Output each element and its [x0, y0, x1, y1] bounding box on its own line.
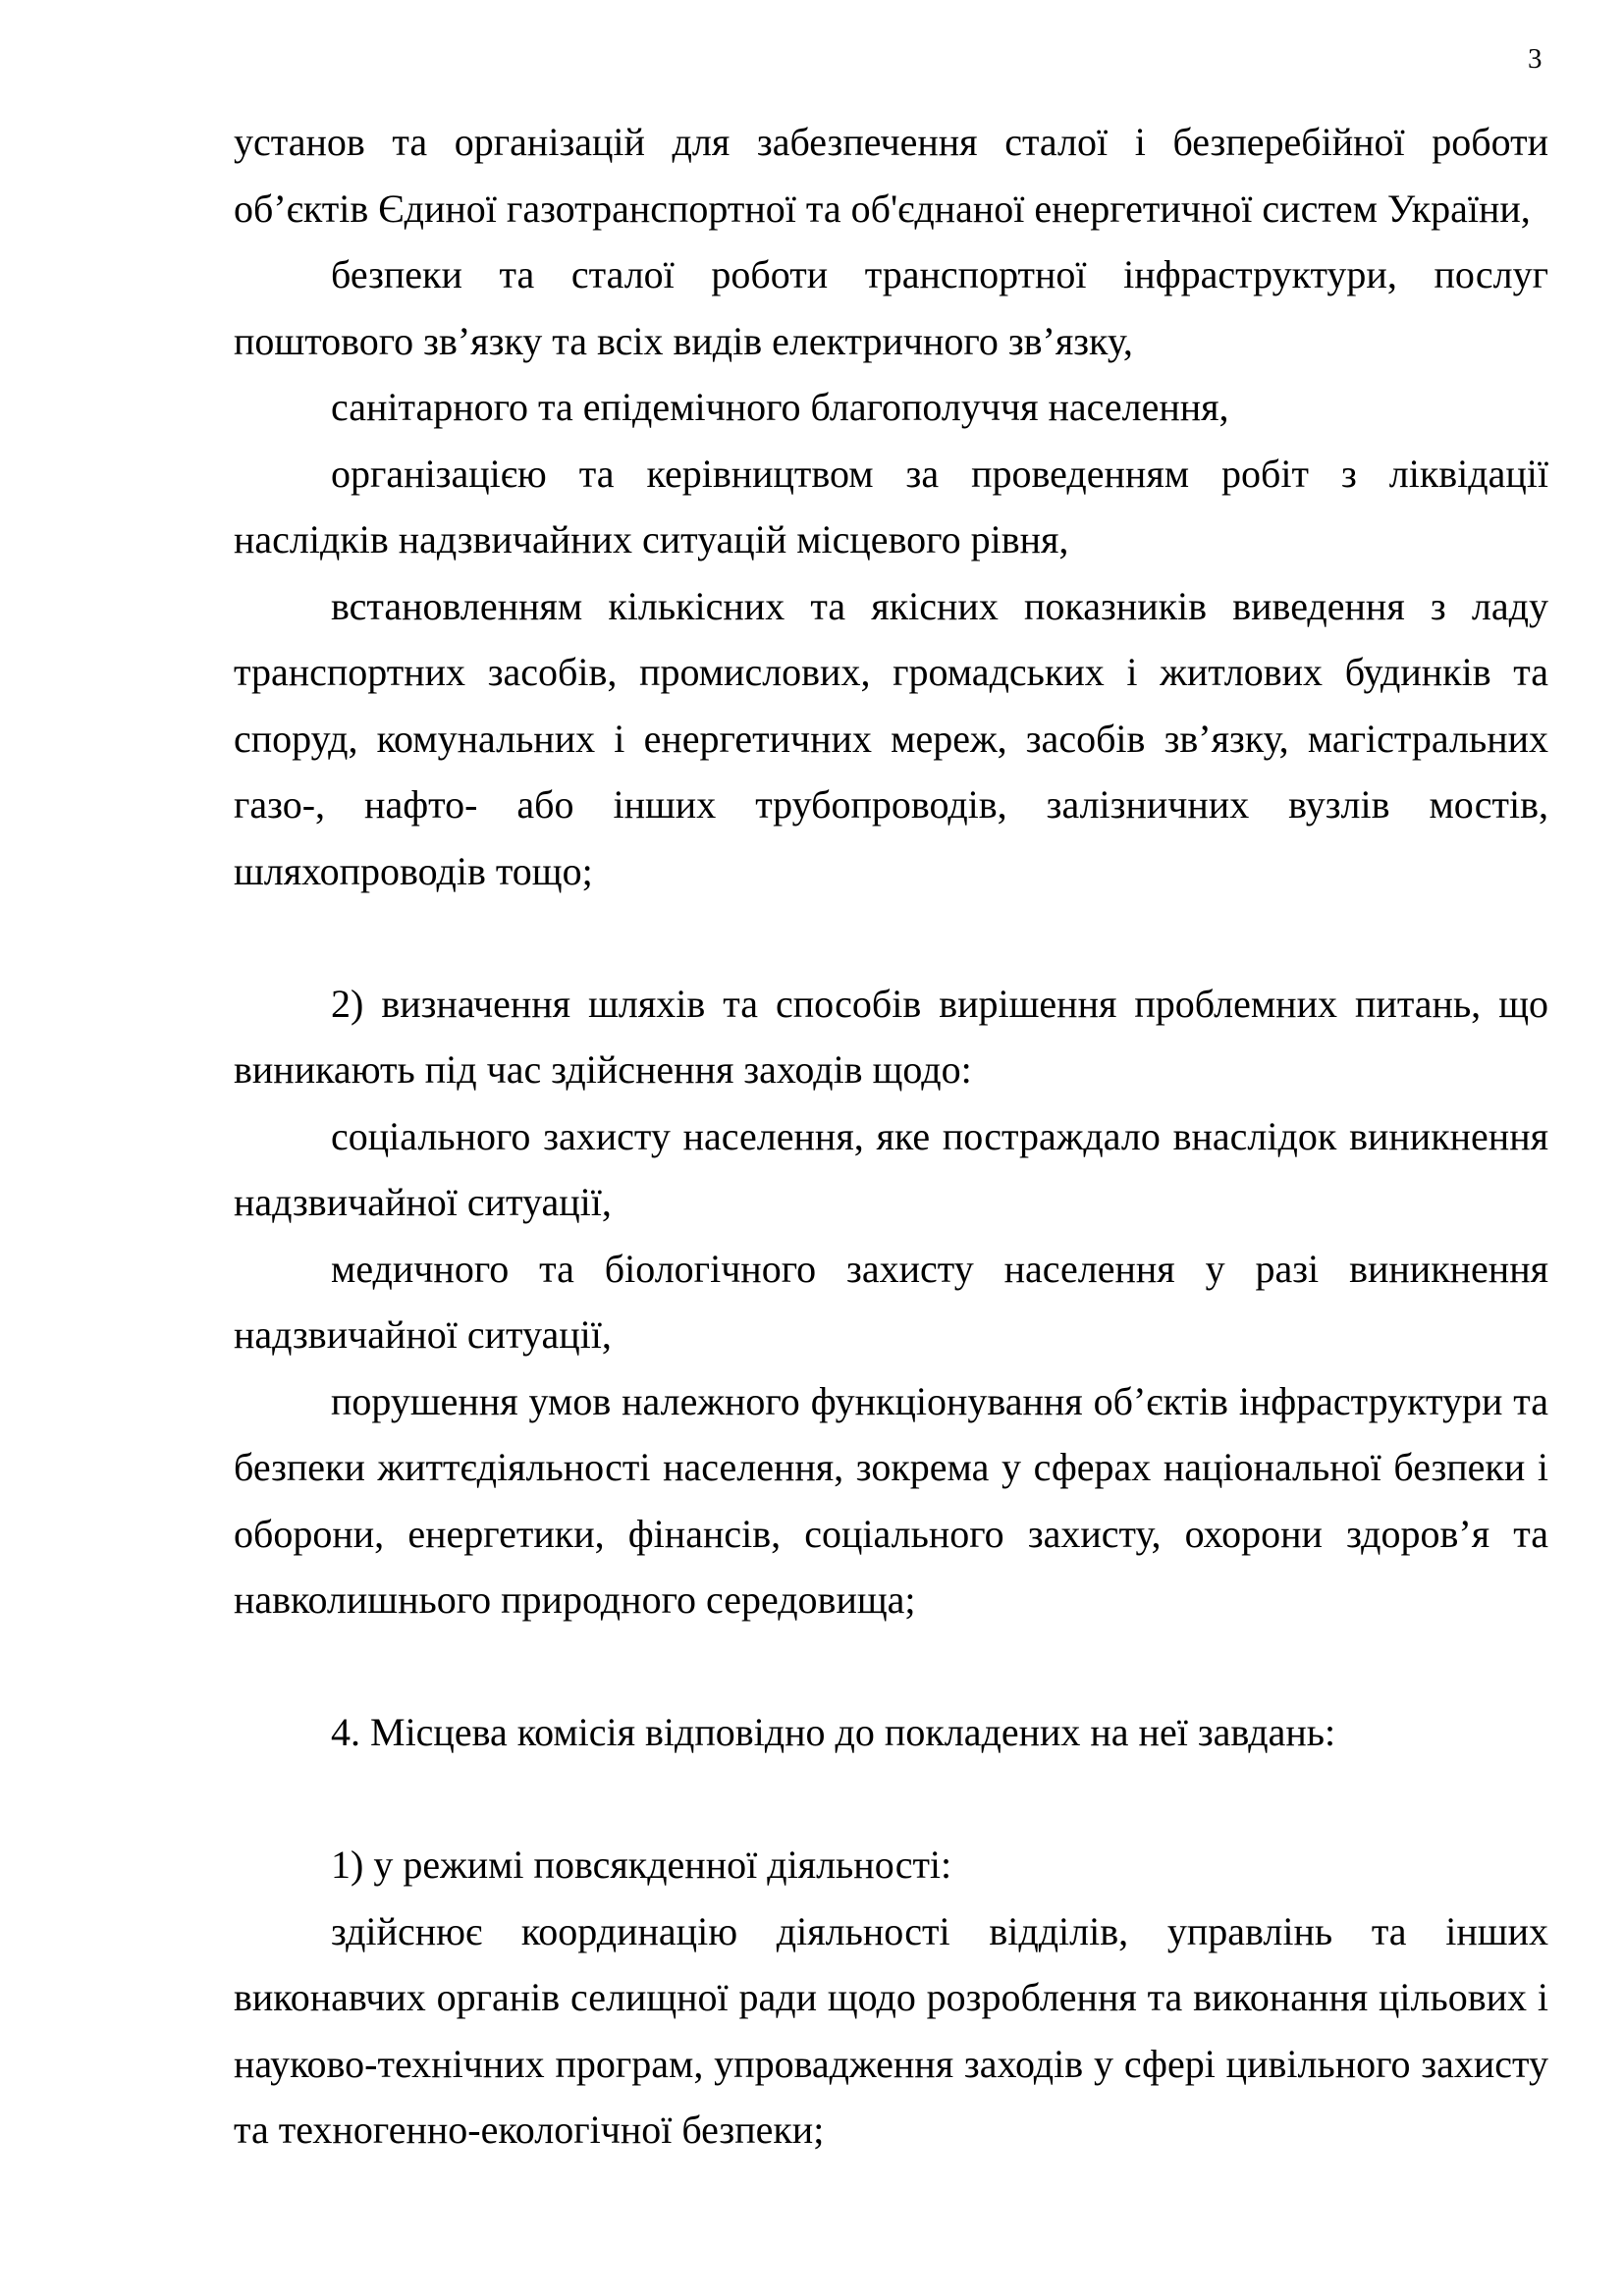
paragraph-sanitary: санітарного та епідемічного благополуччя населення, [331, 385, 1229, 429]
paragraph-item-2: 2) визначення шляхів та способів вирішення проблемних питань, що виникають під час здійснення заходів щодо: [234, 981, 1548, 1092]
paragraph-coordination: здійснює координацію діяльності відділів, управлінь та інших виконавчих органів селищної ради щодо розроблення та виконання цільових і науково-технічних програм, упровадження заходів у сфері цивільного захисту та техногенно-екологічної безпеки; [234, 1908, 1548, 2152]
document-body [234, 109, 1548, 2163]
paragraph-transport-safety: безпеки та сталої роботи транспортної інфраструктури, послуг поштового зв’язку та всіх видів електричного зв’язку, [234, 252, 1548, 363]
paragraph-infrastructure: порушення умов належного функціонування об’єктів інфраструктури та безпеки життєдіяльності населення, зокрема у сферах національної безпеки і оборони, енергетики, фінансів, соціального захисту, охорони здоров’я та навколишнього природного середовища; [234, 1378, 1548, 1622]
paragraph-organization: організацією та керівництвом за проведенням робіт з ліквідації наслідків надзвичайних ситуацій місцевого рівня, [234, 451, 1548, 561]
page-number: 3 [1528, 43, 1543, 75]
paragraph-medical-protection: медичного та біологічного захисту населення у разі виникнення надзвичайної ситуації, [234, 1246, 1548, 1357]
paragraph-continuation: установ та організацій для забезпечення сталої і безперебійної роботи об’єктів Єдиної газотранспортної та об'єднаної енергетичної систем України, [234, 120, 1548, 231]
paragraph-social-protection: соціального захисту населення, яке постраждало внаслідок виникнення надзвичайної ситуації, [234, 1113, 1548, 1224]
paragraph-gap [234, 1633, 1548, 1700]
section-heading-4: 4. Місцева комісія відповідно до покладених на неї завдань: [331, 1710, 1336, 1754]
paragraph-indicators: встановленням кількісних та якісних показників виведення з ладу транспортних засобів, промислових, громадських і житлових будинків та споруд, комунальних і енергетичних мереж, засобів зв’язку, магістральних газо-, нафто- або інших трубопроводів, залізничних вузлів мостів, шляхопроводів тощо; [234, 583, 1548, 893]
paragraph-item-1: 1) у режимі повсякденної діяльності: [331, 1842, 952, 1887]
paragraph-gap [234, 904, 1548, 971]
paragraph-gap [234, 1766, 1548, 1833]
